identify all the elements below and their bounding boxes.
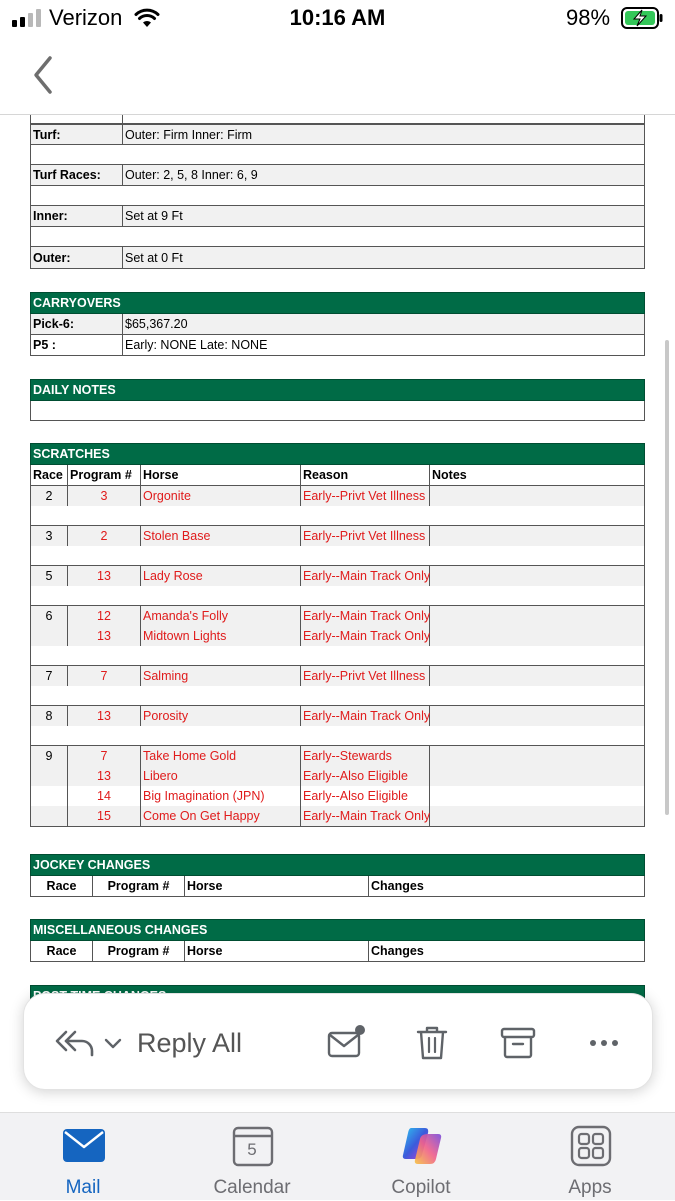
reply-toolbar xyxy=(23,993,653,1090)
apps-icon xyxy=(570,1125,612,1167)
scratch-notes xyxy=(430,786,644,806)
tab-calendar[interactable] xyxy=(187,1113,317,1201)
scratch-notes xyxy=(430,606,644,626)
back-chevron-icon[interactable] xyxy=(28,52,60,98)
scratch-notes xyxy=(430,526,644,546)
table-row-spacer xyxy=(30,546,645,566)
scratch-race: 3 xyxy=(31,526,68,546)
scratch-reason: Early--Main Track Only xyxy=(301,606,430,626)
daily-notes-header: DAILY NOTES xyxy=(30,379,645,401)
tab-mail[interactable] xyxy=(18,1113,148,1201)
scratch-row xyxy=(30,626,645,647)
scratch-program: 13 xyxy=(68,566,141,586)
scratch-race: 8 xyxy=(31,706,68,726)
tab-copilot[interactable] xyxy=(356,1113,486,1201)
carryover-value: Early: NONE Late: NONE xyxy=(125,338,268,352)
scratch-race xyxy=(31,786,68,806)
column-header-program: Program # xyxy=(93,941,185,961)
misc-changes-column-headers xyxy=(30,941,645,962)
scratch-race xyxy=(31,626,68,646)
scratch-race xyxy=(31,806,68,826)
column-header-program: Program # xyxy=(68,465,141,485)
scratch-horse: Amanda's Folly xyxy=(141,606,301,626)
scratch-horse: Porosity xyxy=(141,706,301,726)
battery-charging-icon xyxy=(621,7,663,29)
scratch-program: 13 xyxy=(68,766,141,786)
carryover-label: Pick-6: xyxy=(31,314,123,334)
condition-value: Outer: 2, 5, 8 Inner: 6, 9 xyxy=(125,168,258,182)
condition-label: Turf: xyxy=(31,125,123,144)
tab-apps-label: Apps xyxy=(568,1177,612,1198)
scratch-row xyxy=(30,606,645,627)
scratch-reason: Early--Main Track Only xyxy=(301,806,430,826)
scratch-row xyxy=(30,746,645,767)
scratch-reason: Early--Main Track Only xyxy=(301,626,430,646)
scratch-reason: Early--Also Eligible xyxy=(301,766,430,786)
chevron-down-icon[interactable] xyxy=(102,1032,124,1054)
tab-copilot-label: Copilot xyxy=(391,1177,451,1198)
email-body-document[interactable] xyxy=(0,115,675,995)
scratch-reason: Early--Also Eligible xyxy=(301,786,430,806)
condition-row-turf-races xyxy=(30,165,645,186)
table-row-spacer xyxy=(30,115,645,124)
reply-all-icon[interactable] xyxy=(54,1026,96,1058)
scratch-program: 13 xyxy=(68,706,141,726)
carryover-row-p5 xyxy=(30,335,645,356)
carryover-row-pick6 xyxy=(30,314,645,335)
scratches-column-headers xyxy=(30,465,645,486)
battery-percent: 98% xyxy=(566,5,611,30)
clock-time: 10:16 AM xyxy=(289,5,386,30)
carryover-value: $65,367.20 xyxy=(125,317,188,331)
trash-icon[interactable] xyxy=(412,1024,452,1062)
scratch-notes xyxy=(430,626,644,646)
condition-row-turf xyxy=(30,124,645,145)
scratch-row xyxy=(30,766,645,787)
scratch-race: 6 xyxy=(31,606,68,626)
scratch-notes xyxy=(430,666,644,686)
condition-row-outer xyxy=(30,247,645,269)
scratch-notes xyxy=(430,486,644,506)
scratch-row xyxy=(30,786,645,807)
scratch-reason: Early--Main Track Only xyxy=(301,706,430,726)
scratch-race: 9 xyxy=(31,746,68,766)
reply-all-button[interactable]: Reply All xyxy=(137,1028,243,1058)
scratch-race: 2 xyxy=(31,486,68,506)
scratch-program: 15 xyxy=(68,806,141,826)
column-header-program: Program # xyxy=(93,876,185,896)
condition-label: Inner: xyxy=(31,206,123,226)
scratch-row xyxy=(30,526,645,547)
scratch-notes xyxy=(430,706,644,726)
table-row-spacer xyxy=(30,186,645,206)
scratch-horse: Midtown Lights xyxy=(141,626,301,646)
scratch-program: 7 xyxy=(68,666,141,686)
scratch-row xyxy=(30,706,645,727)
carryovers-header: CARRYOVERS xyxy=(30,292,645,314)
scratch-horse: Lady Rose xyxy=(141,566,301,586)
column-header-notes: Notes xyxy=(432,468,467,482)
column-header-horse: Horse xyxy=(141,465,301,485)
scratches-header: SCRATCHES xyxy=(30,443,645,465)
scratch-race xyxy=(31,766,68,786)
table-row-spacer xyxy=(30,227,645,247)
column-header-horse: Horse xyxy=(185,876,369,896)
column-header-race: Race xyxy=(31,941,93,961)
column-header-race: Race xyxy=(31,465,68,485)
scratch-reason: Early--Stewards xyxy=(301,746,430,766)
tab-calendar-label: Calendar xyxy=(213,1177,291,1198)
table-row-spacer xyxy=(30,686,645,706)
table-row-spacer xyxy=(30,646,645,666)
scratch-horse: Take Home Gold xyxy=(141,746,301,766)
jockey-changes-header: JOCKEY CHANGES xyxy=(30,854,645,876)
tab-mail-label: Mail xyxy=(65,1177,101,1198)
condition-value: Outer: Firm Inner: Firm xyxy=(125,127,253,142)
carrier-name: Verizon xyxy=(49,5,123,30)
table-row-spacer xyxy=(30,506,645,526)
scratch-horse: Big Imagination (JPN) xyxy=(141,786,301,806)
scratch-reason: Early--Privt Vet Illness xyxy=(301,486,430,506)
scratch-race: 5 xyxy=(31,566,68,586)
tab-bar xyxy=(0,1112,675,1200)
calendar-day-number: 5 xyxy=(247,1140,257,1159)
more-options-icon[interactable] xyxy=(584,1024,624,1062)
scratch-horse: Salming xyxy=(141,666,301,686)
scratch-program: 7 xyxy=(68,746,141,766)
jockey-changes-column-headers xyxy=(30,876,645,897)
table-row-spacer xyxy=(30,145,645,165)
column-header-race: Race xyxy=(31,876,93,896)
scratch-notes xyxy=(430,766,644,786)
scratch-reason: Early--Privt Vet Illness xyxy=(301,526,430,546)
condition-label: Outer: xyxy=(31,247,123,268)
misc-changes-header: MISCELLANEOUS CHANGES xyxy=(30,919,645,941)
scratch-program: 14 xyxy=(68,786,141,806)
copilot-icon xyxy=(401,1125,443,1167)
table-row-spacer xyxy=(30,586,645,606)
column-header-horse: Horse xyxy=(185,941,369,961)
daily-notes-row xyxy=(30,401,645,421)
condition-row-inner xyxy=(30,206,645,227)
scratch-program: 13 xyxy=(68,626,141,646)
scratch-notes xyxy=(430,566,644,586)
column-header-changes: Changes xyxy=(371,944,424,958)
scratch-reason: Early--Privt Vet Illness xyxy=(301,666,430,686)
mail-icon xyxy=(63,1125,105,1167)
table-row-spacer xyxy=(30,726,645,746)
mark-unread-icon[interactable] xyxy=(326,1024,366,1062)
condition-value: Set at 0 Ft xyxy=(125,250,183,265)
scratch-program: 12 xyxy=(68,606,141,626)
scrollbar[interactable] xyxy=(665,340,669,815)
scratch-horse: Libero xyxy=(141,766,301,786)
scratch-program: 2 xyxy=(68,526,141,546)
scratch-notes xyxy=(430,806,644,826)
condition-value: Set at 9 Ft xyxy=(125,209,183,223)
condition-label: Turf Races: xyxy=(31,165,123,185)
scratch-reason: Early--Main Track Only xyxy=(301,566,430,586)
status-bar xyxy=(0,0,675,40)
scratch-horse: Orgonite xyxy=(141,486,301,506)
archive-icon[interactable] xyxy=(498,1024,538,1062)
scratch-row xyxy=(30,666,645,687)
scratch-row xyxy=(30,566,645,587)
column-header-reason: Reason xyxy=(301,465,430,485)
scratch-program: 3 xyxy=(68,486,141,506)
column-header-changes: Changes xyxy=(371,879,424,893)
scratch-race: 7 xyxy=(31,666,68,686)
scratch-horse: Come On Get Happy xyxy=(141,806,301,826)
carryover-label: P5 : xyxy=(31,335,123,355)
scratch-row xyxy=(30,486,645,507)
scratch-notes xyxy=(430,746,644,766)
scratch-row xyxy=(30,806,645,827)
scratch-horse: Stolen Base xyxy=(141,526,301,546)
tab-apps[interactable] xyxy=(525,1113,655,1201)
